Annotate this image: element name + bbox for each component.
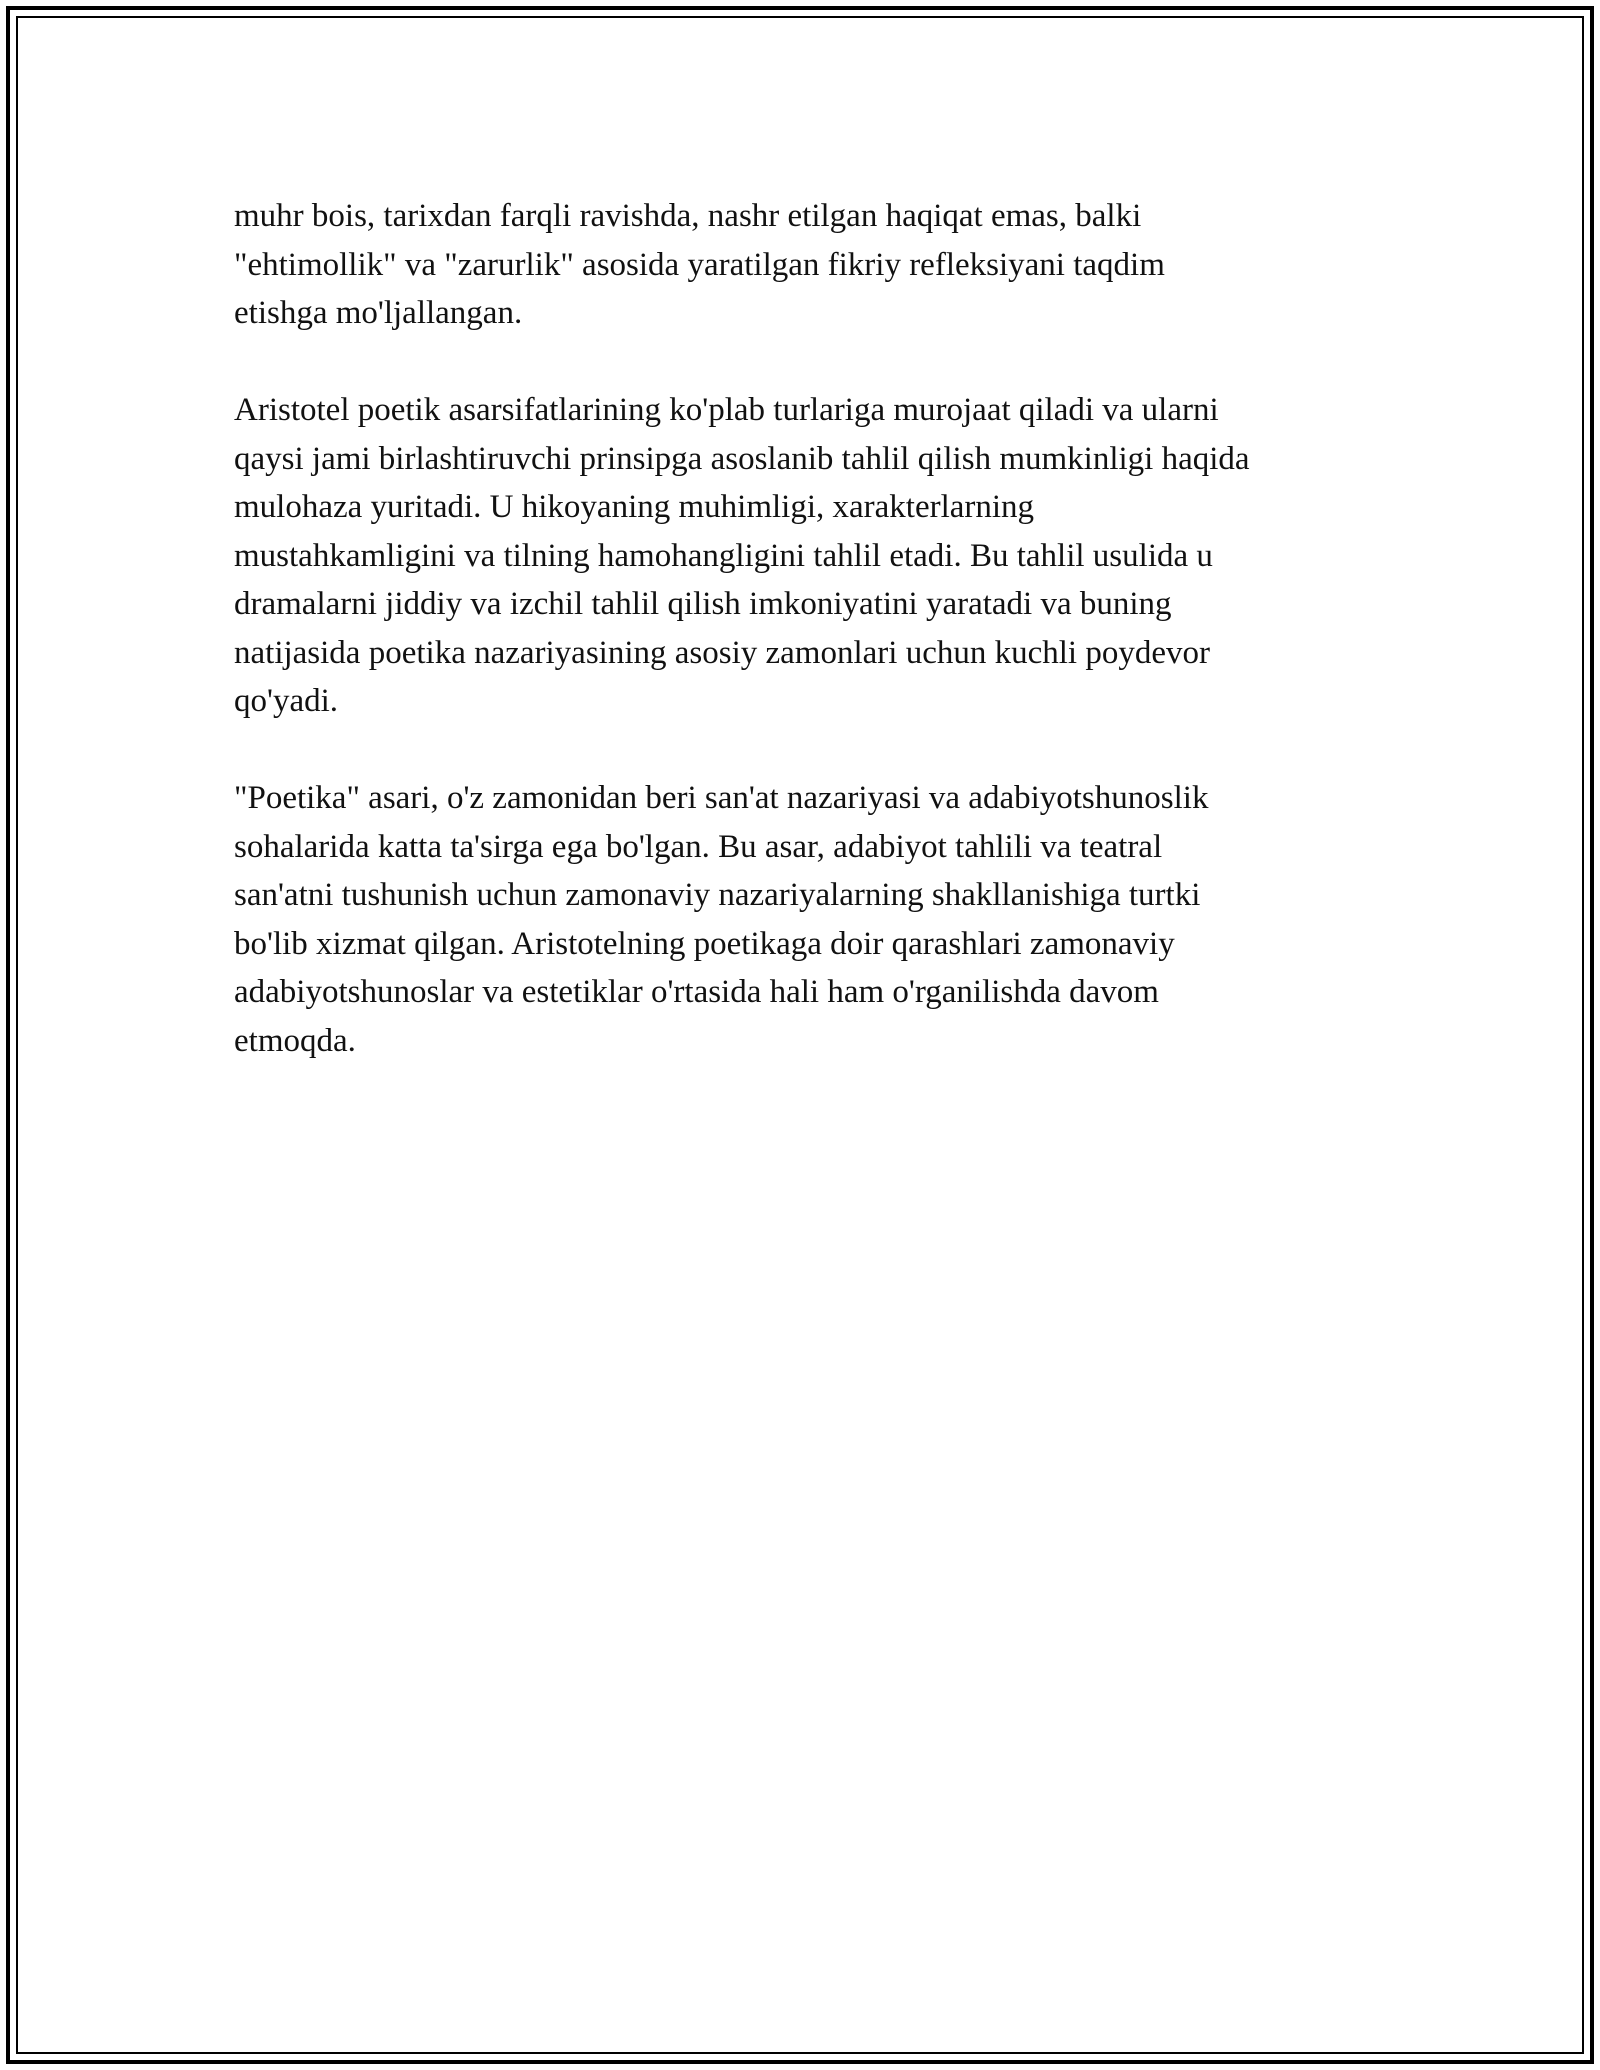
paragraph-2: Aristotel poetik asarsifatlarining ko'plab turlariga murojaat qiladi va ularni qaysi jami birlashtiruvchi prinsipga asoslanib tahlil qilish mumkinligi haqida mulohaza yuritadi. U hikoyaning muhimligi, xarakterlarning mustahkamligini va tilning hamohangligini tahlil etadi. Bu tahlil usulida u dramalarni jiddiy va izchil tahlil qilish imkoniyatini yaratadi va buning natijasida poetika nazariyasining asosiy zamonlari uchun kuchli poydevor qo'yadi. (234, 392, 1250, 719)
document-page (6, 6, 1594, 2064)
paragraph-3: "Poetika" asari, o'z zamonidan beri san'at nazariyasi va adabiyotshunoslik sohalarida katta ta'sirga ega bo'lgan. Bu asar, adabiyot tahlili va teatral san'atni tushunish uchun zamonaviy nazariyalarning shakllanishiga turtki bo'lib xizmat qilgan. Aristotelning poetikaga doir qarashlari zamonaviy adabiyotshunoslar va estetiklar o'rtasida hali ham o'rganilishda davom etmoqda. (234, 780, 1209, 1059)
paragraph-1: muhr bois, tarixdan farqli ravishda, nashr etilgan haqiqat emas, balki "ehtimollik" va "zarurlik" asosida yaratilgan fikriy refleksiyani taqdim etishga mo'ljallangan. (234, 198, 1165, 331)
document-body (234, 192, 1394, 1114)
